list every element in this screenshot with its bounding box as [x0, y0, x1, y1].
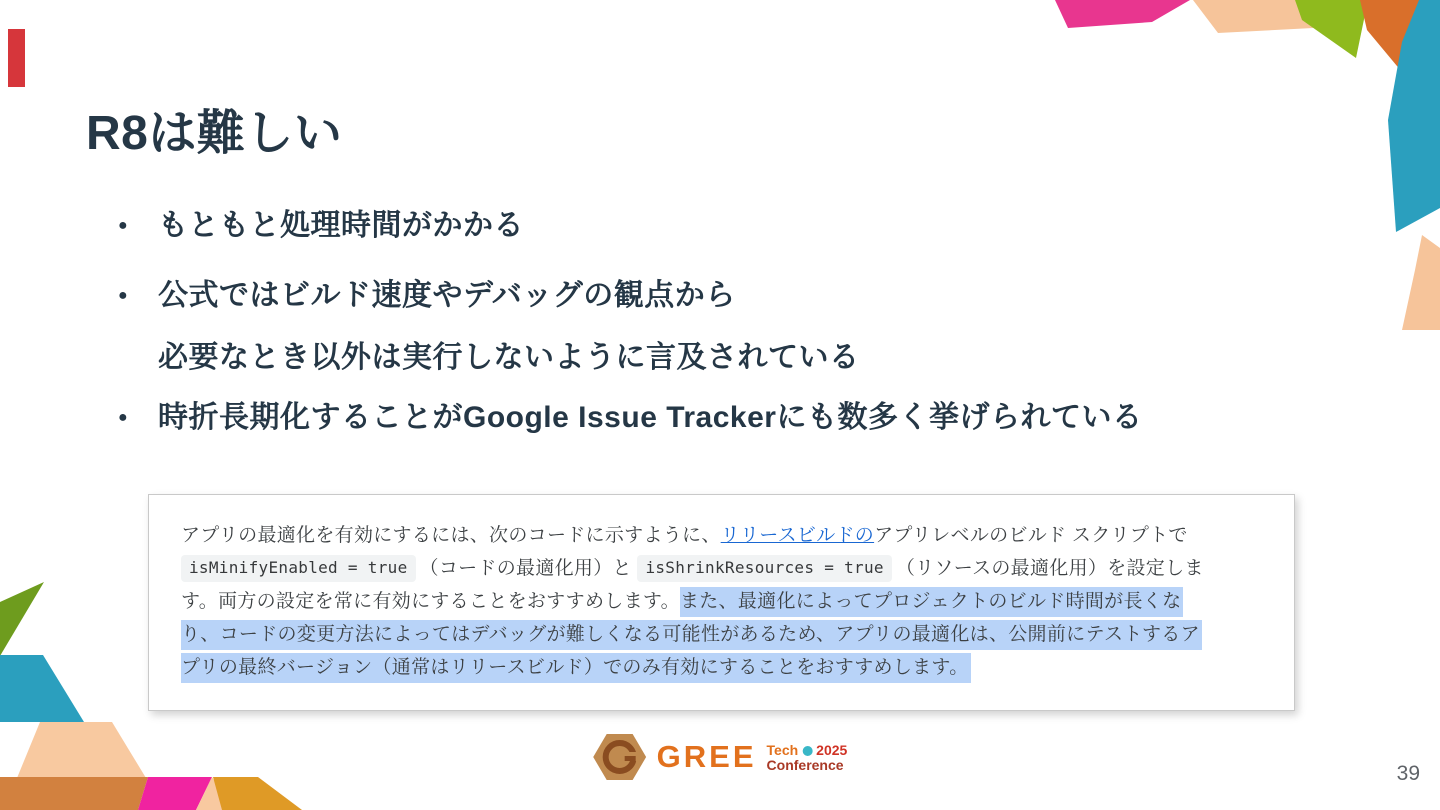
gree-g-bar — [625, 756, 636, 761]
quote-line-5 — [181, 651, 1268, 684]
bullet-text-3: 時折長期化することがGoogle Issue Trackerにも数多く挙げられている — [158, 401, 1143, 434]
documentation-quote-content — [181, 519, 1268, 684]
quote-line-5-highlighted-text: プリの最終バージョン（通常はリリースビルド）でのみ有効にすることをおすすめします。 — [181, 653, 971, 683]
bullet-text-1: もともと処理時間がかかる — [158, 209, 524, 242]
decoration-orange-shape — [1050, 0, 1440, 335]
slide-title: R8は難しい — [86, 107, 343, 160]
decoration-magenta-shape — [1050, 0, 1440, 335]
bullet-marker-icon: ● — [118, 409, 128, 426]
quote-line-1 — [181, 519, 1268, 552]
decoration-teal-shape — [1050, 0, 1440, 335]
bullet-item-2-continued — [158, 337, 860, 379]
bullet-text-2-line-2: 必要なとき以外は実行しないように言及されている — [158, 341, 860, 374]
logo-conference-label: Conference — [766, 757, 844, 773]
logo-top-row — [767, 743, 848, 758]
bullet-marker-icon: ● — [118, 217, 128, 234]
decoration-green-shape — [1050, 0, 1440, 335]
bullet-marker-icon: ● — [118, 287, 128, 304]
bullet-item-2 — [118, 275, 736, 317]
bullet-item-1 — [118, 205, 524, 247]
quote-line-1-text: アプリの最適化を有効にするには、次のコードに示すように、 — [181, 525, 721, 546]
logo-teal-dot-icon — [802, 746, 812, 756]
quote-line-4-highlighted-text: り、コードの変更方法によってはデバッグが難しくなる可能性があるため、アプリの最適化は、公開前にテストするア — [181, 620, 1202, 650]
decoration-top-left-red — [8, 29, 25, 87]
quote-line-2-text-after: （リソースの最適化用）を設定しま — [895, 558, 1204, 579]
decoration-peach-shape-2 — [1050, 0, 1440, 335]
quote-line-2 — [181, 552, 1268, 585]
bullet-text-2-line-1: 公式ではビルド速度やデバッグの観点から — [158, 279, 736, 312]
page-number: 39 — [1396, 762, 1420, 785]
gree-wordmark: GREE — [656, 739, 757, 774]
logo-text-stack — [767, 741, 848, 773]
quote-line-2-text: （コードの最適化用）と — [419, 558, 632, 579]
quote-line-3-highlighted-text: また、最適化によってプロジェクトのビルド時間が長くな — [680, 587, 1183, 617]
documentation-quote-box — [148, 494, 1295, 711]
logo-tech-label: Tech — [766, 742, 799, 758]
bullet-item-3 — [118, 397, 1142, 439]
gree-tech-conference-logo — [593, 733, 848, 781]
gree-hexagon-logo-icon — [593, 733, 647, 781]
quote-line-3 — [181, 585, 1268, 618]
decoration-peach-shape — [1050, 0, 1440, 335]
logo-year-label: 2025 — [816, 742, 848, 758]
quote-line-3-text: す。両方の設定を常に有効にすることをおすすめします。 — [181, 591, 680, 612]
quote-line-1-text-after-link: アプリレベルのビルド スクリプトで — [874, 525, 1188, 546]
code-chip-isshrinkresources: isShrinkResources = true — [637, 555, 891, 582]
release-build-link[interactable]: リリースビルドの — [720, 525, 875, 546]
quote-line-4 — [181, 618, 1268, 651]
code-chip-isminifyenabled: isMinifyEnabled = true — [181, 555, 416, 582]
decoration-top-right-cluster — [1050, 0, 1440, 335]
